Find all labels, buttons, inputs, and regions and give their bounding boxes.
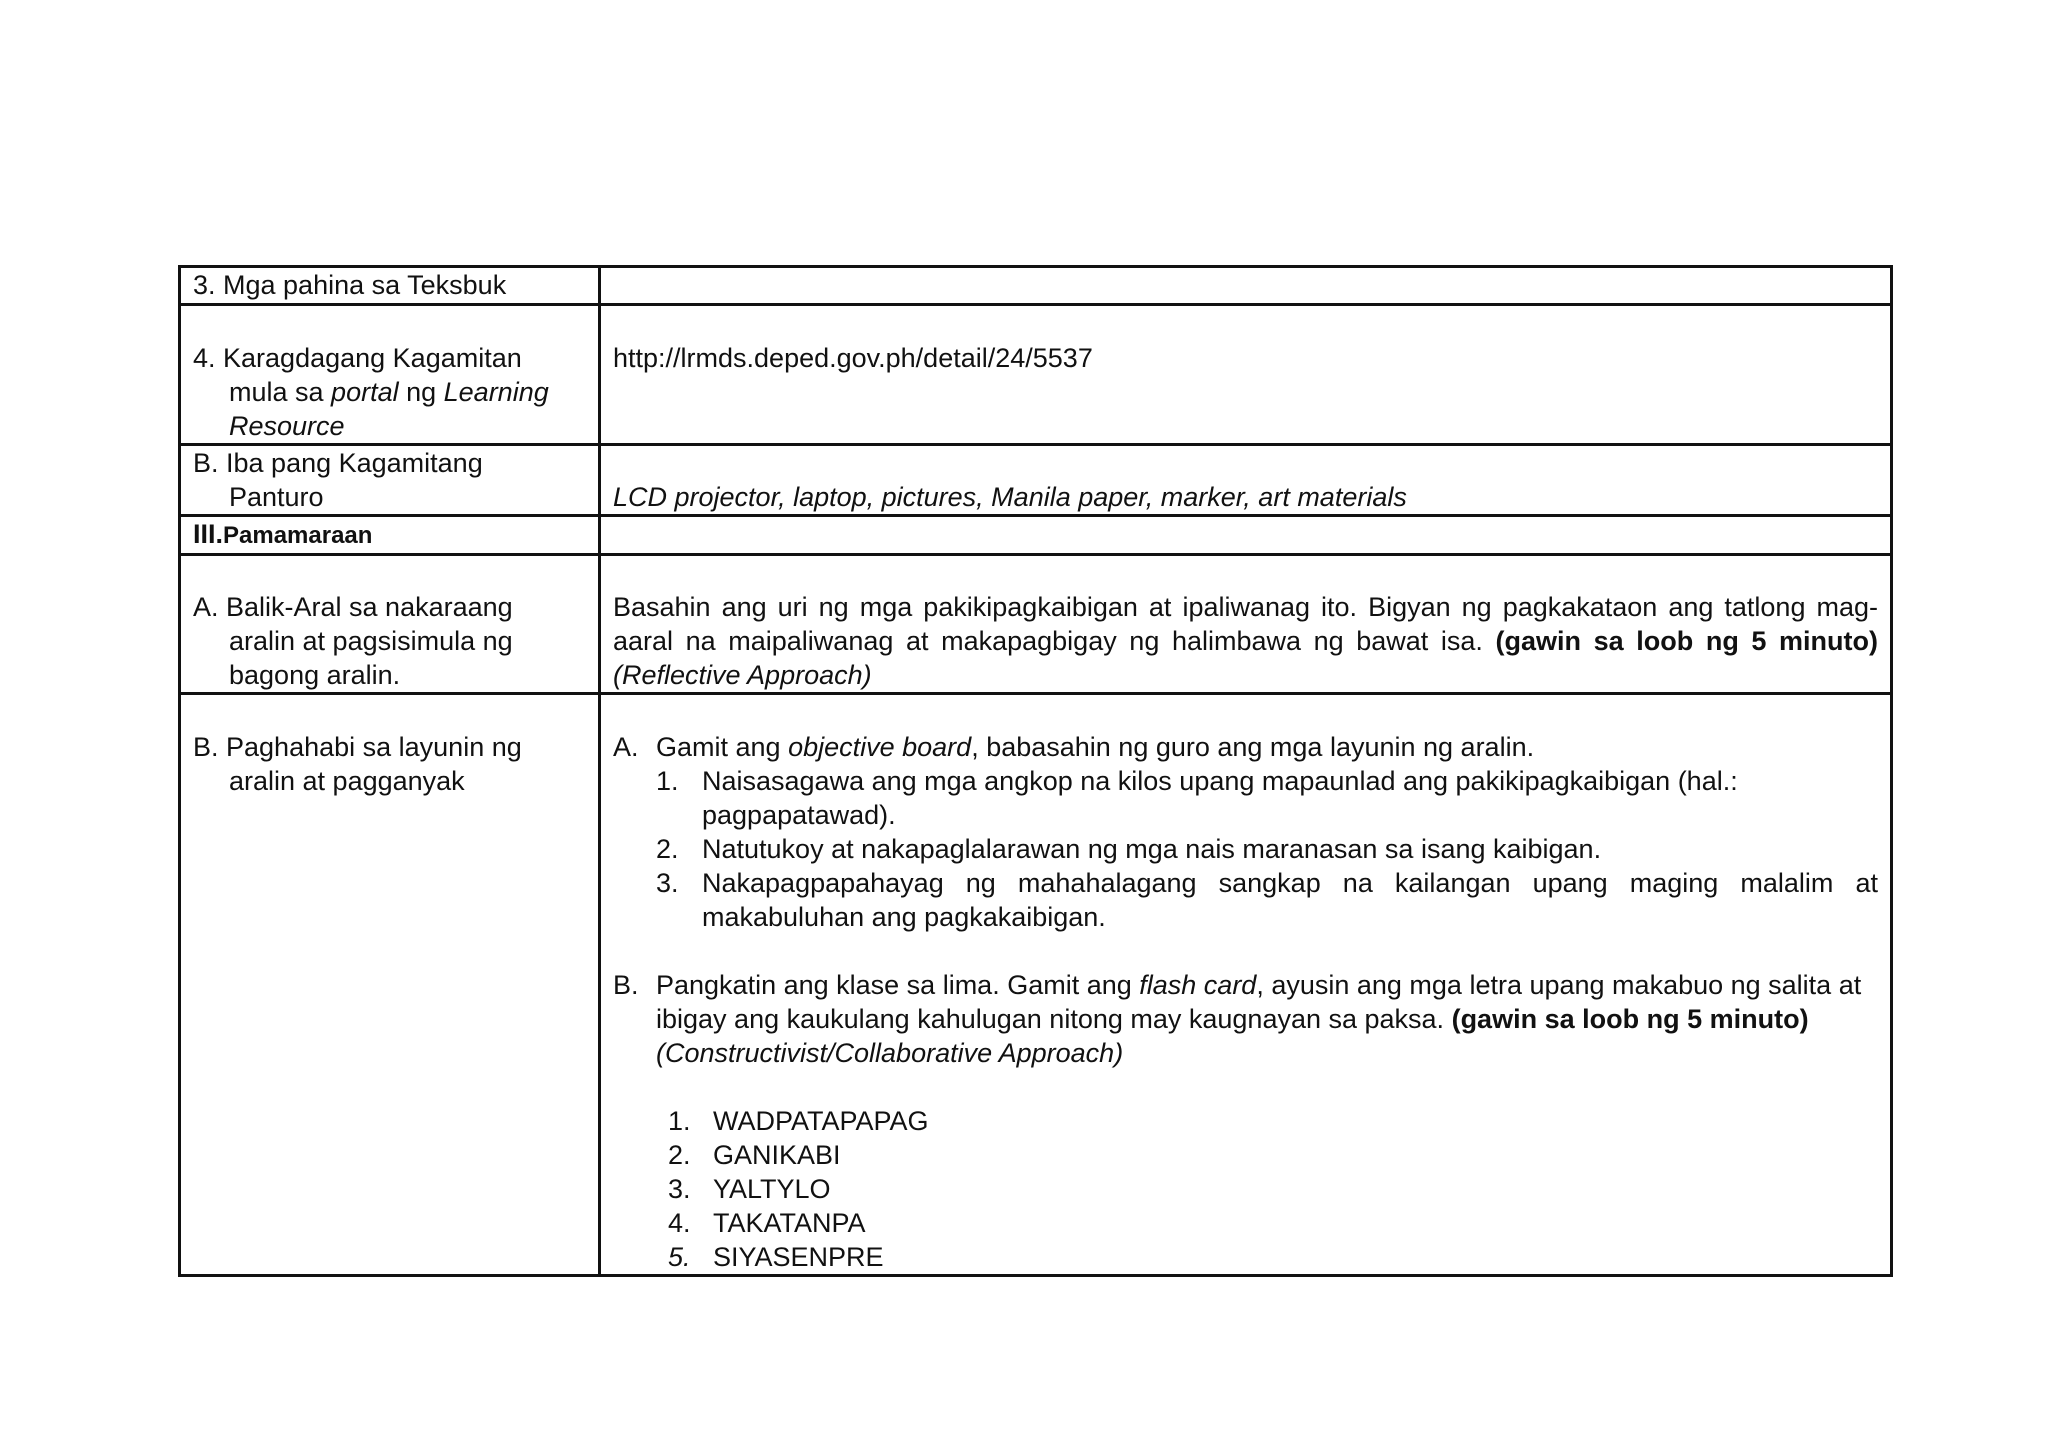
part-b	[613, 968, 1878, 1070]
objective-number: 1.	[656, 766, 679, 796]
scrambled-word: YALTYLO	[713, 1174, 831, 1204]
objectives-list	[656, 764, 1878, 934]
label-line-2: Panturo	[229, 482, 324, 512]
value-paghahabi	[600, 694, 1892, 1276]
scrambled-word-item	[668, 1206, 1878, 1240]
scrambled-word: GANIKABI	[713, 1140, 841, 1170]
objective-item	[656, 866, 1878, 934]
paragraph-text: Basahin ang uri ng mga pakikipagkaibigan at ipaliwanag ito. Bigyan ng pagkakataon ang tatlong mag-aaral na maipaliwanag at makapagbigay ng halimbawa ng bawat isa.	[613, 592, 1878, 656]
objective-number: 3.	[656, 868, 679, 898]
value-karagdagang-kagamitan	[600, 305, 1892, 445]
label-line-2	[193, 375, 586, 409]
objective-item	[656, 832, 1878, 866]
label-line-2: aralin at pagganyak	[229, 766, 465, 796]
label-part: mula sa	[229, 377, 332, 407]
label-iba-pang-kagamitan	[180, 445, 600, 516]
word-number: 1.	[668, 1106, 691, 1136]
word-number: 4.	[668, 1208, 691, 1238]
value-pamamaraan	[600, 516, 1892, 555]
objective-text: Nakapagpapahayag ng mahahalagang sangkap na kailangan upang maging malalim at makabuluhan ang pagkakaibigan.	[702, 868, 1878, 932]
scrambled-word-item	[668, 1138, 1878, 1172]
label-text: 3. Mga pahina sa Teksbuk	[193, 270, 507, 300]
scrambled-word-item	[668, 1104, 1878, 1138]
word-number: 3.	[668, 1174, 691, 1204]
label-line-1: A. Balik-Aral sa nakaraang	[193, 592, 513, 622]
section-roman: III.	[193, 519, 224, 549]
label-part: ng	[398, 377, 444, 407]
value-balik-aral	[600, 555, 1892, 694]
part-b-t1: Pangkatin ang klase sa lima. Gamit ang	[656, 970, 1140, 1000]
word-number: 5.	[668, 1242, 691, 1272]
label-part-italic: Learning	[443, 377, 549, 407]
label-part-italic: portal	[331, 377, 399, 407]
word-number: 2.	[668, 1140, 691, 1170]
label-karagdagang-kagamitan	[180, 305, 600, 445]
row-iba-pang-kagamitan	[180, 445, 1892, 516]
part-a-text	[656, 730, 1878, 764]
part-a-marker: A.	[613, 732, 639, 762]
scrambled-words-list	[668, 1104, 1878, 1274]
scrambled-word: TAKATANPA	[713, 1208, 866, 1238]
part-b-italic: (Constructivist/Collaborative Approach)	[656, 1038, 1124, 1068]
label-line-3: Resource	[229, 411, 345, 441]
label-line-1: B. Iba pang Kagamitang	[193, 448, 483, 478]
scrambled-word: WADPATAPAPAG	[713, 1106, 929, 1136]
label-paghahabi	[180, 694, 600, 1276]
lesson-plan-table	[178, 265, 1893, 1277]
paragraph-bold: (gawin sa loob ng 5 minuto)	[1495, 626, 1878, 656]
lrmds-link: http://lrmds.deped.gov.ph/detail/24/5537	[613, 343, 1093, 373]
value-iba-pang-kagamitan	[600, 445, 1892, 516]
section-heading-pamamaraan	[180, 516, 600, 555]
objective-number: 2.	[656, 834, 679, 864]
value-mga-pahina-teksbuk	[600, 267, 1892, 305]
section-title: Pamamaraan	[223, 522, 373, 549]
part-b-text	[656, 968, 1878, 1070]
part-a	[613, 730, 1878, 764]
part-a-t1: Gamit ang	[656, 732, 789, 762]
part-b-marker: B.	[613, 970, 639, 1000]
objective-text: Natutukoy at nakapaglalarawan ng mga nais maranasan sa isang kaibigan.	[702, 834, 1602, 864]
row-mga-pahina-teksbuk	[180, 267, 1892, 305]
balik-aral-paragraph	[613, 590, 1878, 692]
scrambled-word-item	[668, 1172, 1878, 1206]
row-karagdagang-kagamitan	[180, 305, 1892, 445]
row-paghahabi	[180, 694, 1892, 1276]
label-line-1: B. Paghahabi sa layunin ng	[193, 732, 522, 762]
part-a-t3: , babasahin ng guro ang mga layunin ng aralin.	[971, 732, 1535, 762]
part-b-t3: , ayusin ang mga letra upang makabuo ng salita at ibigay ang kaukulang kahulugan nitong may kaugnayan sa paksa.	[656, 970, 1862, 1034]
objective-item	[656, 764, 1878, 832]
objective-text: Naisasagawa ang mga angkop na kilos upang mapaunlad ang pakikipagkaibigan (hal.: pagpapatawad).	[702, 766, 1738, 830]
label-line-3: bagong aralin.	[229, 660, 401, 690]
label-balik-aral	[180, 555, 600, 694]
part-a-t2: objective board	[788, 732, 972, 762]
label-mga-pahina-teksbuk	[180, 267, 600, 305]
row-pamamaraan	[180, 516, 1892, 555]
row-balik-aral	[180, 555, 1892, 694]
scrambled-word: SIYASENPRE	[713, 1242, 884, 1272]
part-b-bold: (gawin sa loob ng 5 minuto)	[1451, 1004, 1809, 1034]
scrambled-word-item	[668, 1240, 1878, 1274]
materials-text: LCD projector, laptop, pictures, Manila paper, marker, art materials	[613, 482, 1407, 512]
label-line-2: aralin at pagsisimula ng	[229, 626, 513, 656]
part-b-t2: flash card	[1139, 970, 1257, 1000]
label-line-1: 4. Karagdagang Kagamitan	[193, 343, 522, 373]
paragraph-italic: (Reflective Approach)	[613, 660, 872, 690]
